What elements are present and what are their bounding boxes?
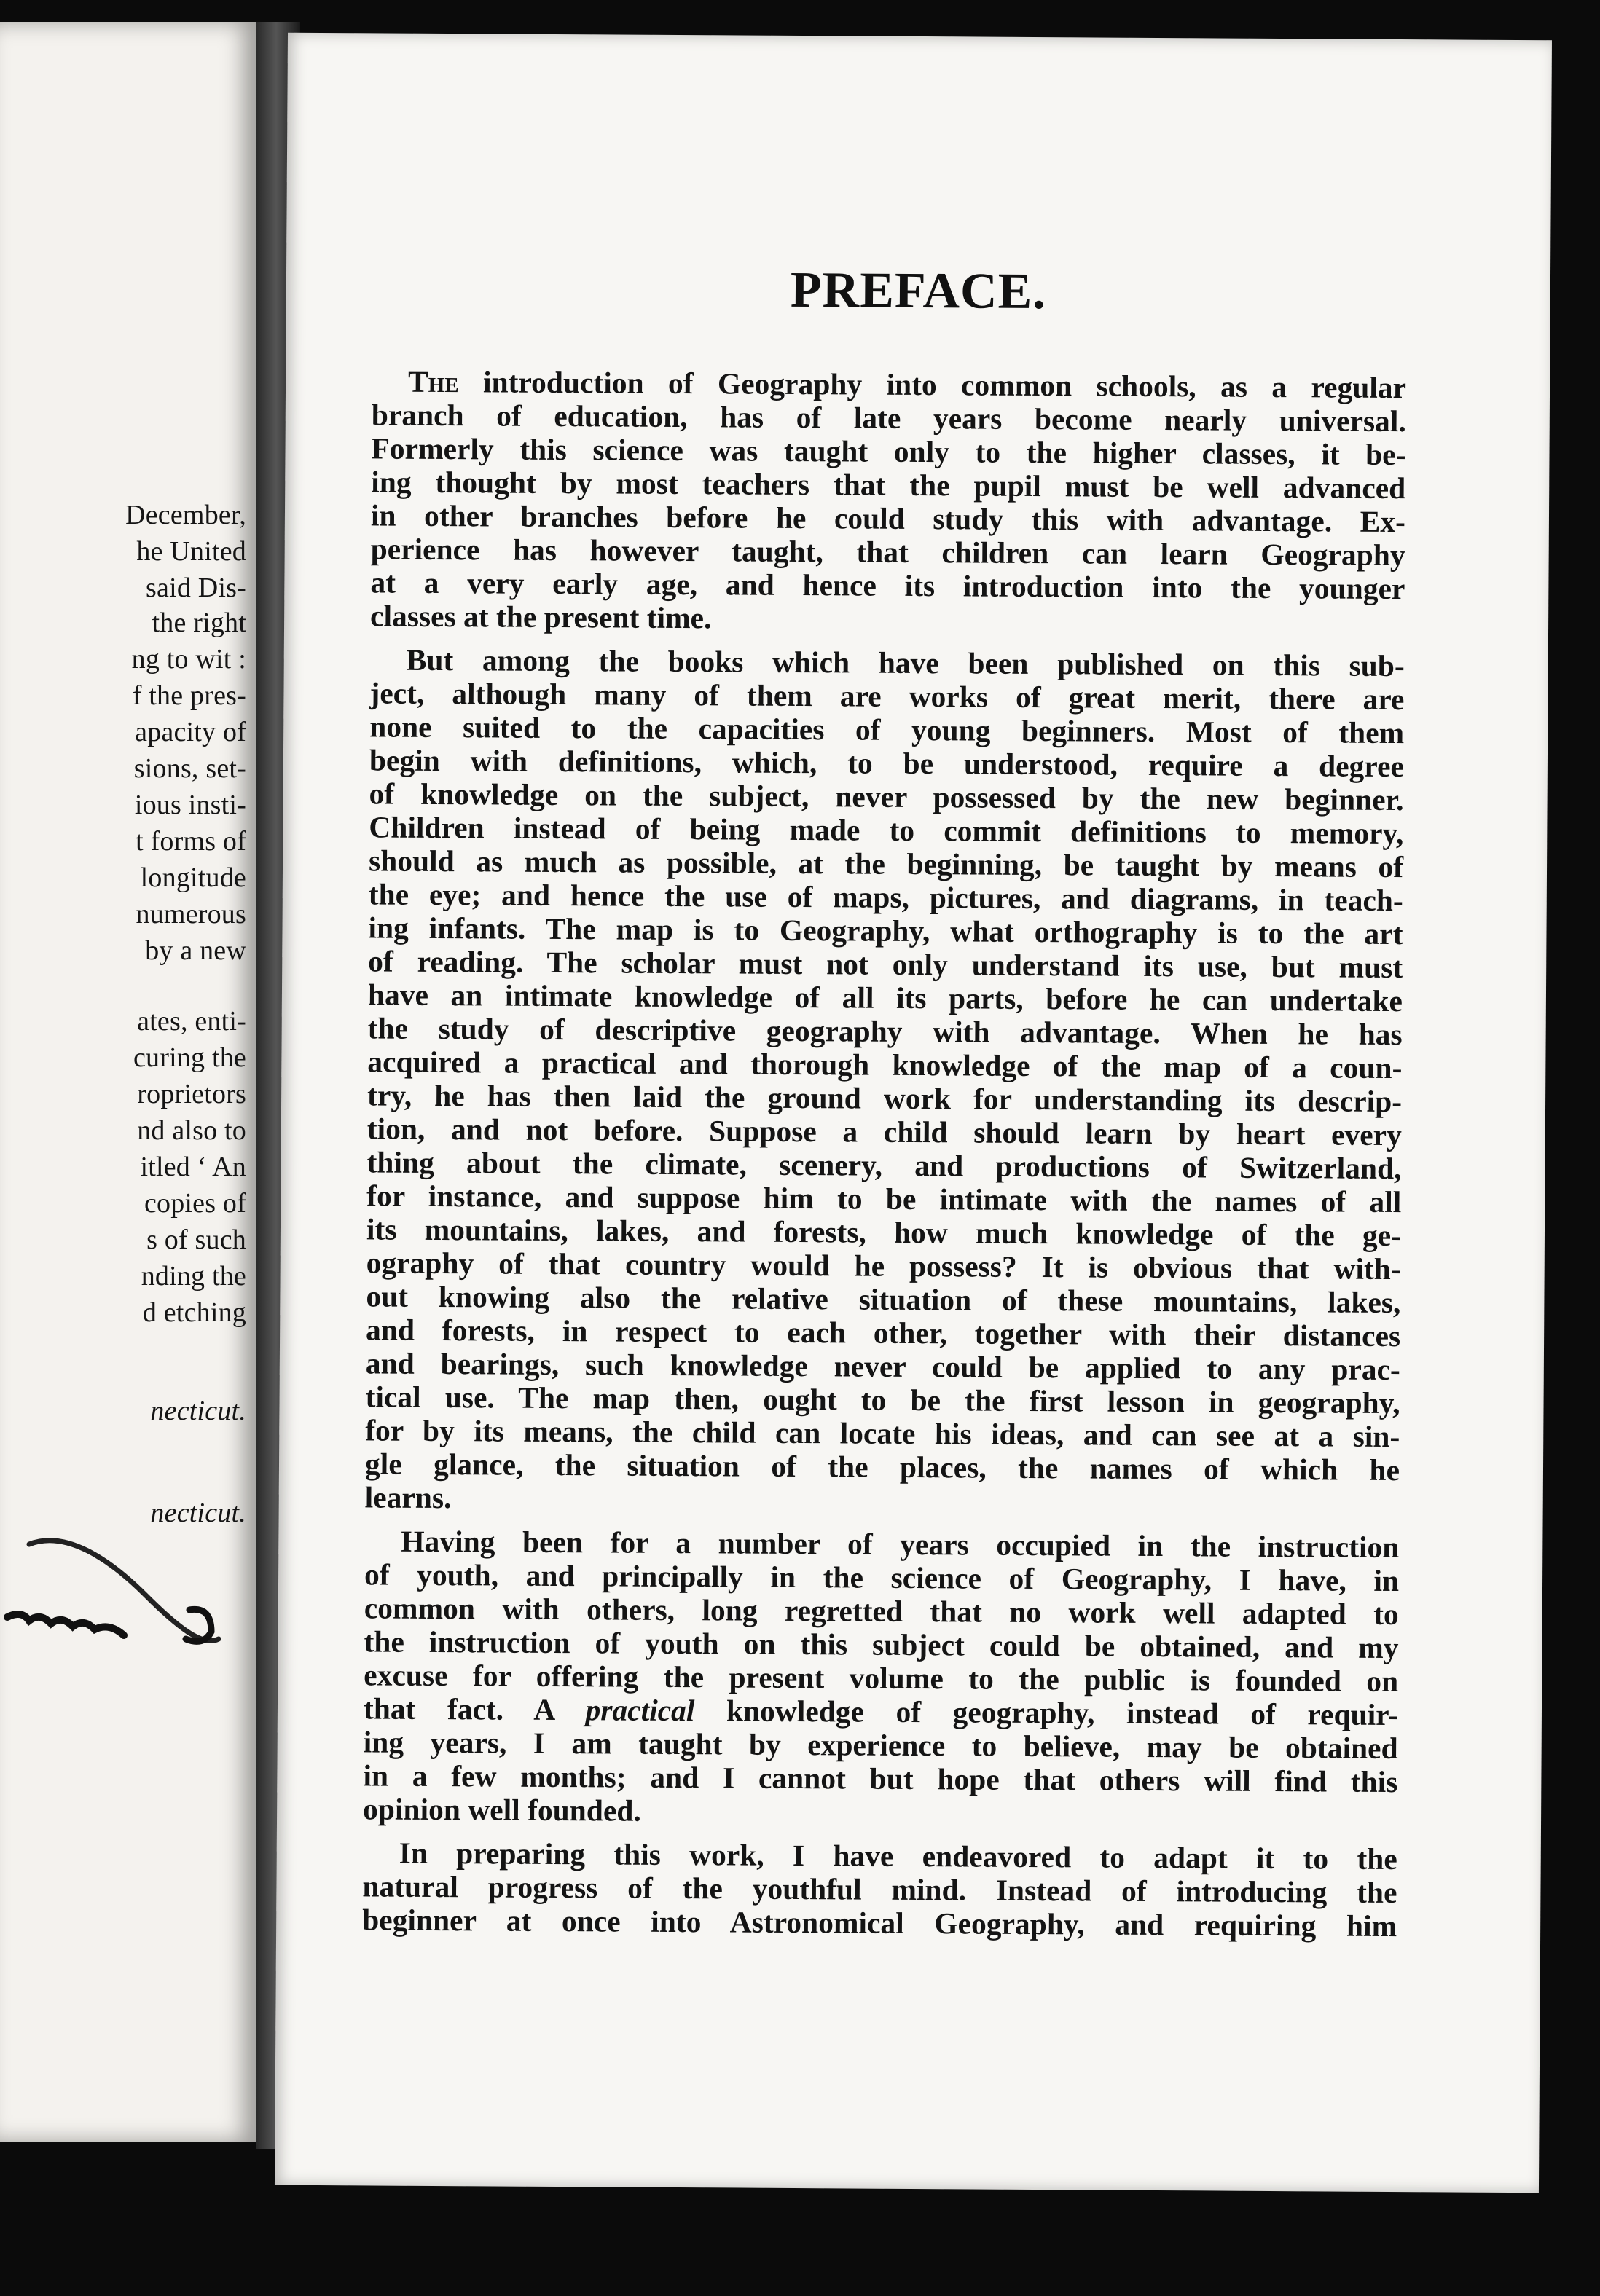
left-page-fragment: copies of bbox=[144, 1188, 246, 1219]
text-line: try, he has then laid the ground work for understanding its descrip- bbox=[366, 1078, 1403, 1119]
text-line: ing thought by most teachers that the pupil must be well advanced bbox=[371, 465, 1406, 506]
text-line: the eye; and hence the use of maps, pictures, and diagrams, in teach- bbox=[368, 877, 1403, 918]
text-span: that fact. A bbox=[363, 1691, 586, 1727]
text-line: for by its means, the child can locate his ideas, and can see at a sin- bbox=[365, 1413, 1400, 1454]
text-line: at a very early age, and hence its introduction into the younger bbox=[370, 565, 1405, 606]
paragraph-4 bbox=[362, 1836, 1397, 1943]
text-line: Having been for a number of years occupied in the instruction bbox=[401, 1524, 1400, 1565]
left-page-fragment: ious insti- bbox=[134, 790, 246, 820]
left-page-fragment: f the pres- bbox=[132, 680, 246, 711]
left-page-fragment: necticut. bbox=[150, 1396, 246, 1426]
text-line: none suited to the capacities of young beginners. Most of them bbox=[369, 709, 1405, 750]
text-line: ing infants. The map is to Geography, what orthography is to the art bbox=[368, 911, 1403, 951]
left-page-fragment: necticut. bbox=[150, 1498, 246, 1528]
text-line: of knowledge on the subject, never possessed by the new beginner. bbox=[369, 777, 1404, 817]
left-page-fragment: sions, set- bbox=[133, 753, 246, 784]
text-line: the instruction of youth on this subject could be obtained, and my bbox=[364, 1624, 1399, 1665]
text-line: But among the books which have been published on this sub- bbox=[406, 642, 1405, 683]
left-page-fragment: said Dis- bbox=[146, 573, 246, 603]
text-line: Formerly this science was taught only to the higher classes, it be- bbox=[371, 431, 1406, 472]
italic-word: practical bbox=[585, 1693, 695, 1728]
left-page-fragment: ates, enti- bbox=[137, 1006, 246, 1037]
left-page-fragment: nding the bbox=[141, 1261, 246, 1292]
text-line: should as much as possible, at the beginning, be taught by means of bbox=[368, 844, 1404, 884]
left-page-fragment: s of such bbox=[146, 1224, 246, 1255]
text-line: thing about the climate, scenery, and productions of Switzerland, bbox=[366, 1145, 1402, 1186]
text-line: for instance, and suppose him to be intimate with the names of all bbox=[366, 1179, 1402, 1219]
text-line: in a few months; and I cannot but hope that others will find this bbox=[363, 1758, 1398, 1799]
text-line: ography of that country would he possess? It is obvious that with- bbox=[366, 1246, 1401, 1286]
left-page-fragment: numerous bbox=[136, 899, 246, 929]
paragraph-2 bbox=[365, 642, 1405, 1520]
text-span: knowledge of geography, instead of requir- bbox=[694, 1694, 1399, 1732]
text-line: Children instead of being made to commit definitions to memory, bbox=[369, 810, 1404, 851]
right-page bbox=[275, 33, 1552, 2193]
text-line: and bearings, such knowledge never could be applied to any prac- bbox=[365, 1346, 1400, 1387]
text-line: ing years, I am taught by experience to believe, may be obtained bbox=[363, 1725, 1398, 1766]
left-page-fragment: ng to wit : bbox=[131, 644, 246, 675]
left-page-fragment: roprietors bbox=[137, 1079, 246, 1109]
text-line: have an intimate knowledge of all its parts, before he can undertake bbox=[367, 978, 1403, 1018]
text-line: beginner at once into Astronomical Geography, and requiring him bbox=[362, 1903, 1397, 1943]
left-page-fragment: by a new bbox=[145, 935, 246, 966]
text-line: ject, although many of them are works of great merit, there are bbox=[369, 676, 1405, 717]
text-line: the study of descriptive geography with advantage. When he has bbox=[367, 1011, 1403, 1052]
left-page-fragment: itled ‘ An bbox=[140, 1152, 246, 1182]
paragraph-1 bbox=[370, 364, 1406, 639]
text-span: introduction of Geography into common schools, as a regular bbox=[458, 365, 1407, 405]
left-page-fragment: curing the bbox=[133, 1042, 246, 1073]
text-line: learns. bbox=[364, 1480, 452, 1515]
text-line: in other branches before he could study this with advantage. Ex- bbox=[370, 498, 1406, 539]
text-line: of youth, and principally in the science of Geography, I have, in bbox=[364, 1557, 1400, 1598]
lead-word: The bbox=[407, 364, 459, 399]
left-page-fragment: he United bbox=[136, 536, 246, 567]
text-line: gle glance, the situation of the places, the names of which he bbox=[364, 1447, 1400, 1487]
text-line: perience has however taught, that children can learn Geography bbox=[370, 532, 1405, 573]
text-line: begin with definitions, which, to be understood, require a degree bbox=[369, 743, 1405, 784]
text-line: out knowing also the relative situation of these mountains, lakes, bbox=[366, 1279, 1401, 1320]
text-line: In preparing this work, I have endeavored to adapt it to the bbox=[399, 1836, 1397, 1876]
text-line: branch of education, has of late years become nearly universal. bbox=[371, 398, 1406, 439]
left-page-fragment: t forms of bbox=[136, 826, 246, 857]
text-line: tical use. The map then, ought to be the first lesson in geography, bbox=[365, 1380, 1400, 1420]
left-page-fragment: the right bbox=[152, 608, 246, 638]
left-page-fragment: longitude bbox=[140, 862, 246, 893]
text-line: its mountains, lakes, and forests, how much knowledge of the ge- bbox=[366, 1212, 1402, 1253]
text-line: and forests, in respect to each other, together with their distances bbox=[366, 1313, 1401, 1353]
preface-body bbox=[362, 364, 1406, 1953]
left-page-fragment: apacity of bbox=[135, 717, 246, 747]
left-page-fragment: December, bbox=[125, 500, 246, 530]
left-facing-page bbox=[0, 22, 256, 2142]
page-title: PREFACE. bbox=[790, 262, 1047, 321]
left-page-fragment: d etching bbox=[142, 1297, 246, 1328]
text-line: excuse for offering the present volume to the public is founded on bbox=[364, 1658, 1399, 1699]
paragraph-3 bbox=[363, 1524, 1400, 1832]
text-line: common with others, long regretted that no work well adapted to bbox=[364, 1591, 1399, 1632]
handwritten-flourish bbox=[0, 1530, 233, 1675]
text-line: acquired a practical and thorough knowledge of the map of a coun- bbox=[367, 1045, 1403, 1085]
text-line: tion, and not before. Suppose a child should learn by heart every bbox=[366, 1112, 1402, 1152]
text-line: classes at the present time. bbox=[369, 599, 712, 635]
show-through-running-head bbox=[812, 167, 822, 192]
text-line: natural progress of the youthful mind. Instead of introducing the bbox=[362, 1869, 1397, 1910]
text-line: of reading. The scholar must not only understand its use, but must bbox=[368, 944, 1403, 985]
text-line: opinion well founded. bbox=[362, 1792, 641, 1828]
left-page-fragment: nd also to bbox=[137, 1115, 246, 1146]
